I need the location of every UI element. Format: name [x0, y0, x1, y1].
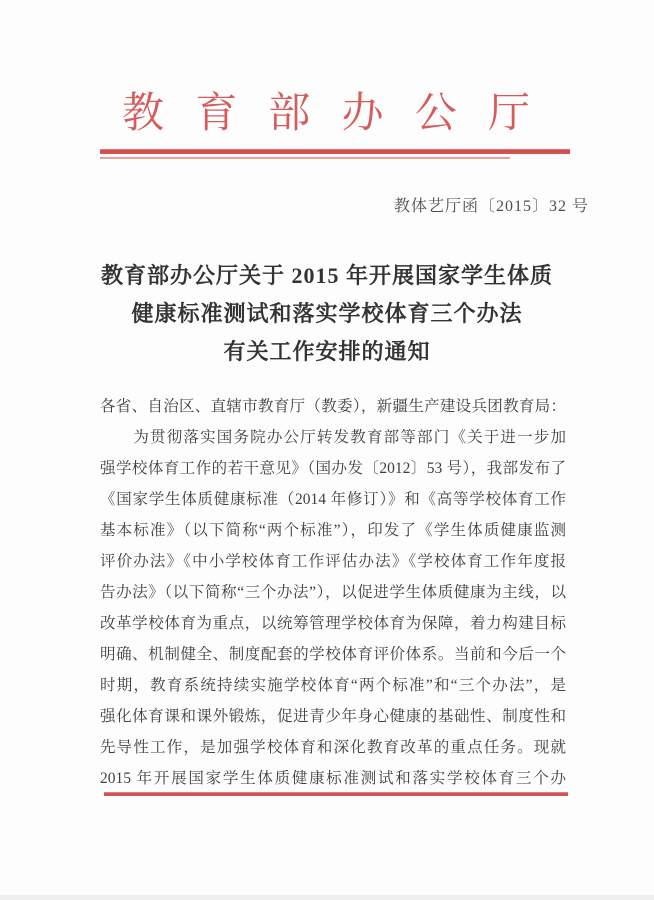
body-line: 评价办法》《中小学校体育工作评估办法》《学校体育工作年度报 [100, 553, 566, 570]
body-line: 先导性工作，是加强学校体育和深化教育改革的重点任务。现就 [100, 739, 566, 756]
document-title [0, 257, 654, 371]
letterhead-divider-thin [100, 157, 510, 159]
body-line: 《国家学生体质健康标准（2014 年修订）》和《高等学校体育工作 [100, 491, 566, 508]
scan-edge-artifact [0, 895, 654, 900]
body-line: 改革学校体育为重点，以统筹管理学校体育为保障，着力构建目标 [100, 615, 566, 632]
body-line: 强化体育课和课外锻炼，促进青少年身心健康的基础性、制度性和 [100, 708, 566, 725]
salutation: 各省、自治区、直辖市教育厅（教委），新疆生产建设兵团教育局： [100, 398, 566, 415]
body-line: 2015 年开展国家学生体质健康标准测试和落实学校体育三个办 [100, 770, 566, 787]
body-line: 基本标准》（以下简称“两个标准”），印发了《学生体质健康监测 [100, 522, 566, 539]
document-title-line-3: 有关工作安排的通知 [223, 339, 431, 364]
body-line: 强学校体育工作的若干意见》（国办发〔2012〕53 号），我部发布了 [100, 460, 566, 477]
body-line: 告办法》（以下简称“三个办法”），以促进学生体质健康为主线，以 [100, 584, 566, 601]
letterhead-divider-thick [100, 149, 570, 154]
body-line: 为贯彻落实国务院办公厅转发教育部等部门《关于进一步加 [100, 429, 566, 446]
footer-divider [104, 792, 568, 796]
document-body [100, 391, 566, 794]
document-number: 教体艺厅函〔2015〕32 号 [393, 198, 589, 215]
document-title-line-2: 健康标准测试和落实学校体育三个办法 [131, 301, 523, 326]
body-line: 时期，教育系统持续实施学校体育“两个标准”和“三个办法”，是 [100, 677, 566, 694]
body-line: 明确、机制健全、制度配套的学校体育评价体系。当前和今后一个 [100, 646, 566, 663]
document-title-line-1: 教育部办公厅关于 2015 年开展国家学生体质 [100, 263, 553, 288]
letterhead-org-name: 教育部办公厅 [122, 91, 530, 137]
